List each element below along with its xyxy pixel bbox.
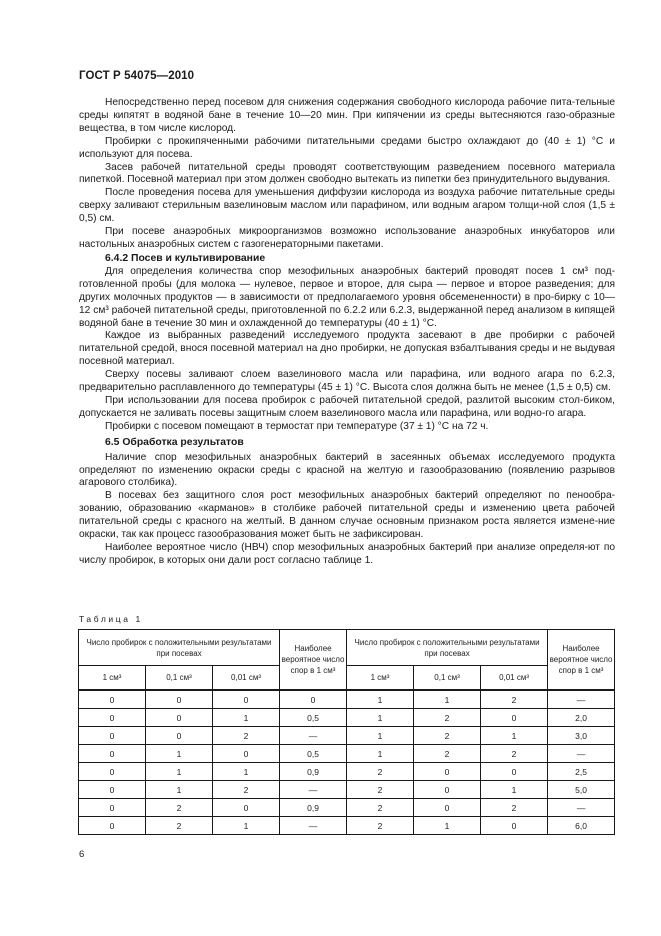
table-cell: 0 <box>79 763 146 781</box>
table-cell: 1 <box>481 781 548 799</box>
table-cell: 0 <box>146 709 213 727</box>
table-cell: 0,9 <box>280 799 347 817</box>
table-cell: 0 <box>213 745 280 763</box>
table-row <box>79 799 615 817</box>
table-cell: 2 <box>414 745 481 763</box>
table-cell: 3,0 <box>548 727 615 745</box>
table-cell: 2 <box>414 727 481 745</box>
table-cell: 2,5 <box>548 763 615 781</box>
table-cell: 0 <box>79 817 146 835</box>
document-id-header: ГОСТ Р 54075—2010 <box>79 70 195 82</box>
table-cell: 1 <box>414 690 481 709</box>
table-cell: — <box>548 799 615 817</box>
table-cell: 2 <box>414 709 481 727</box>
nvc-header-right: Наиболее вероятное число спор в 1 см³ <box>548 630 615 691</box>
paragraph: В посевах без защитного слоя рост мезофильных анаэробных бактерий определяют по пенообра-зованию, образованию «карманов» в столбике рабочей питательной среды и изменению цвета рабочей питательной среды с красного на желтый. В данном случае основным признаком роста является измене-ние окраски, так как процесс газообразования может быть не зафиксирован. <box>79 490 615 541</box>
table-row <box>79 781 615 799</box>
table-cell: — <box>280 781 347 799</box>
paragraph: Засев рабочей питательной среды проводят соответствующим разведением посевного материала пипеткой. Посевной материал при этом должен свободно вытекать из пипетки без принудительного выдувания. <box>79 161 615 186</box>
table-cell: 1 <box>213 709 280 727</box>
table-row <box>79 763 615 781</box>
group-header-right: Число пробирок с положительными результатами при посевах <box>347 630 548 666</box>
table-cell: 2 <box>481 690 548 709</box>
table-cell: — <box>280 727 347 745</box>
section-heading-6-4-2: 6.4.2 Посев и культивирование <box>105 252 266 264</box>
paragraph: Наиболее вероятное число (НВЧ) спор мезофильных анаэробных бактерий при анализе определя-ют по числу пробирок, в которых они дали рост согласно таблице 1. <box>79 542 615 566</box>
paragraph: При использовании для посева пробирок с рабочей питательной средой, разлитой высоким стол-биком, допускается не заливать посевы защитным слоем вазелинового масла или парафина, или водно-го агара. <box>79 394 615 419</box>
volume-header: 1 см³ <box>347 666 414 691</box>
table-cell: 1 <box>146 781 213 799</box>
table-cell: 0 <box>213 690 280 709</box>
table-cell: — <box>280 817 347 835</box>
table-cell: 1 <box>213 817 280 835</box>
paragraph: Сверху посевы заливают слоем вазелинового масла или парафина, или водного агара по 6.2.3, предварительно расплавленного до температуры (45 ± 1) °С. Высота слоя должна быть не менее (1,5 ± 0,5) см. <box>79 369 615 394</box>
paragraph: Пробирки с посевом помещают в термостат при температуре (37 ± 1) °С на 72 ч. <box>105 420 489 432</box>
results-table <box>78 629 615 835</box>
table-cell: — <box>548 690 615 709</box>
table-row <box>79 817 615 835</box>
paragraph: При посеве анаэробных микроорганизмов возможно использование анаэробных инкубаторов или настольных анаэробных систем с газогенераторными пакетами. <box>79 226 615 250</box>
table-cell: 0 <box>280 690 347 709</box>
table-cell: 2 <box>213 727 280 745</box>
table-cell: 0,5 <box>280 745 347 763</box>
paragraph: Пробирки с прокипяченными рабочими питательными средами быстро охлаждают до (40 ± 1) °С и используют для посева. <box>79 135 615 160</box>
table-cell: 1 <box>347 745 414 763</box>
table-cell: 2 <box>347 781 414 799</box>
table-cell: 2 <box>347 763 414 781</box>
table-cell: 0 <box>481 817 548 835</box>
table-cell: 0 <box>213 799 280 817</box>
table-row <box>79 709 615 727</box>
table-cell: 1 <box>213 763 280 781</box>
table-cell: 0,5 <box>280 709 347 727</box>
table-cell: 1 <box>414 817 481 835</box>
table-cell: 1 <box>347 709 414 727</box>
table-cell: — <box>548 745 615 763</box>
table-caption: Таблица 1 <box>79 614 143 624</box>
table-cell: 2,0 <box>548 709 615 727</box>
table-row <box>79 690 615 709</box>
paragraph: Наличие спор мезофильных анаэробных бактерий в засеянных объемах исследуемого продукта определяют по изменению окраски среды с красной на желтую и газообразованию (появлению разрывов агарового столбика). <box>79 451 615 489</box>
nvc-header-left: Наиболее вероятное число спор в 1 см³ <box>280 630 347 691</box>
table-row <box>79 745 615 763</box>
table-row <box>79 727 615 745</box>
table-cell: 1 <box>146 763 213 781</box>
volume-header: 0,1 см³ <box>146 666 213 691</box>
paragraph: Непосредственно перед посевом для снижения содержания свободного кислорода рабочие пита-тельные среды кипятят в водяной бане в течение 10—20 мин. При кипячении из среды вытесняются газо-образные вещества, в том числе кислород. <box>79 97 615 134</box>
group-header-left: Число пробирок с положительными результатами при посевах <box>79 630 280 666</box>
table-cell: 2 <box>347 817 414 835</box>
table-cell: 0 <box>79 799 146 817</box>
table-cell: 0 <box>481 709 548 727</box>
table-cell: 2 <box>481 745 548 763</box>
table-cell: 2 <box>481 799 548 817</box>
volume-header: 1 см³ <box>79 666 146 691</box>
table-cell: 6,0 <box>548 817 615 835</box>
paragraph: Для определения количества спор мезофильных анаэробных бактерий проводят посев 1 см³ под-готовленной пробы (для молока — нулевое, первое и второе, для сыра — первое и второе разведения; для других молочных продуктов — в зависимости от предполагаемого уровня обсемененности) в про-бирку с 10—12 см³ рабочей питательной среды, приготовленной по 6.2.2 или 6.2.3, выдержанной перед анализом в кипящей водяной бане в течение 30 мин и охлажденной до температуры (40 ± 1) °С. <box>79 265 615 329</box>
table-cell: 0 <box>79 745 146 763</box>
table-cell: 1 <box>481 727 548 745</box>
section-heading-6-5: 6.5 Обработка результатов <box>105 436 244 448</box>
paragraph: После проведения посева для уменьшения диффузии кислорода из воздуха рабочие питательные среды сверху заливают стерильным вазелиновым маслом или парафином, или водным агаром толщи-ной слоя (1,5 ± 0,5) см. <box>79 187 615 225</box>
table-cell: 0 <box>481 763 548 781</box>
paragraph: Каждое из выбранных разведений исследуемого продукта засевают в две пробирки с рабочей питательной средой, внося посевной материал на дно пробирки, не допуская взбалтывания среды и не выдувая посевной материал. <box>79 330 616 368</box>
table-cell: 2 <box>146 799 213 817</box>
volume-header: 0,01 см³ <box>213 666 280 691</box>
table-cell: 1 <box>146 745 213 763</box>
table-cell: 0 <box>146 727 213 745</box>
table-cell: 2 <box>347 799 414 817</box>
table-cell: 0 <box>414 799 481 817</box>
table-cell: 0 <box>79 781 146 799</box>
table-cell: 0 <box>79 727 146 745</box>
table-cell: 0 <box>414 763 481 781</box>
table-cell: 0,9 <box>280 763 347 781</box>
page-number: 6 <box>79 849 85 860</box>
volume-header: 0,01 см³ <box>481 666 548 691</box>
table-cell: 1 <box>347 727 414 745</box>
table-cell: 1 <box>347 690 414 709</box>
table-cell: 0 <box>79 709 146 727</box>
table-cell: 0 <box>79 690 146 709</box>
table-cell: 0 <box>146 690 213 709</box>
table-cell: 2 <box>213 781 280 799</box>
table-cell: 0 <box>414 781 481 799</box>
table-cell: 2 <box>146 817 213 835</box>
volume-header: 0,1 см³ <box>414 666 481 691</box>
body-text <box>79 97 615 568</box>
table-cell: 5,0 <box>548 781 615 799</box>
